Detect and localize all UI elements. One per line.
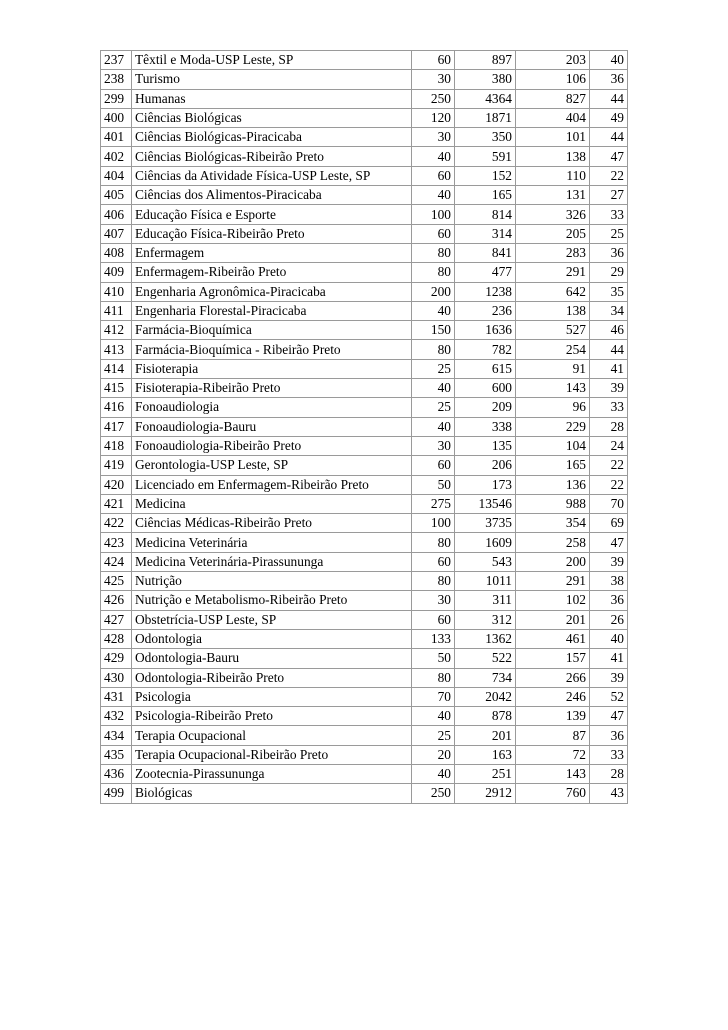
course-name-cell: Medicina Veterinária [132,533,412,552]
vagas-cell: 25 [412,398,455,417]
nota-cell: 41 [590,359,628,378]
vagas-cell: 80 [412,243,455,262]
vagas-cell: 80 [412,668,455,687]
table-row [101,436,628,455]
nota-cell: 47 [590,707,628,726]
inscritos-cell: 4364 [455,89,516,108]
table-row [101,572,628,591]
inscritos-cell: 878 [455,707,516,726]
course-code-cell: 421 [101,494,132,513]
course-code-cell: 431 [101,687,132,706]
convocados-cell: 110 [516,166,590,185]
nota-cell: 52 [590,687,628,706]
course-name-cell: Psicologia-Ribeirão Preto [132,707,412,726]
nota-cell: 39 [590,668,628,687]
inscritos-cell: 1238 [455,282,516,301]
inscritos-cell: 897 [455,51,516,70]
convocados-cell: 527 [516,321,590,340]
course-code-cell: 411 [101,301,132,320]
course-code-cell: 416 [101,398,132,417]
course-name-cell: Têxtil e Moda-USP Leste, SP [132,51,412,70]
table-row [101,514,628,533]
table-row [101,186,628,205]
course-name-cell: Medicina [132,494,412,513]
course-code-cell: 428 [101,629,132,648]
vagas-cell: 60 [412,51,455,70]
nota-cell: 44 [590,340,628,359]
course-code-cell: 400 [101,108,132,127]
nota-cell: 44 [590,89,628,108]
vagas-cell: 40 [412,707,455,726]
table-row [101,784,628,803]
inscritos-cell: 201 [455,726,516,745]
convocados-cell: 246 [516,687,590,706]
course-code-cell: 401 [101,128,132,147]
vagas-cell: 250 [412,89,455,108]
course-code-cell: 426 [101,591,132,610]
inscritos-cell: 380 [455,70,516,89]
vagas-cell: 200 [412,282,455,301]
vagas-cell: 120 [412,108,455,127]
course-name-cell: Fisioterapia-Ribeirão Preto [132,379,412,398]
course-name-cell: Fonoaudiologia-Ribeirão Preto [132,436,412,455]
inscritos-cell: 311 [455,591,516,610]
table-row [101,89,628,108]
table-row [101,764,628,783]
inscritos-cell: 165 [455,186,516,205]
course-code-cell: 417 [101,417,132,436]
nota-cell: 33 [590,398,628,417]
course-code-cell: 404 [101,166,132,185]
nota-cell: 41 [590,649,628,668]
table-row [101,263,628,282]
vagas-cell: 100 [412,205,455,224]
table-row [101,417,628,436]
nota-cell: 36 [590,726,628,745]
course-name-cell: Zootecnia-Pirassununga [132,764,412,783]
convocados-cell: 258 [516,533,590,552]
table-row [101,552,628,571]
convocados-cell: 138 [516,301,590,320]
inscritos-cell: 522 [455,649,516,668]
table-row [101,205,628,224]
table-row [101,456,628,475]
course-name-cell: Obstetrícia-USP Leste, SP [132,610,412,629]
nota-cell: 36 [590,70,628,89]
convocados-cell: 143 [516,379,590,398]
table-row [101,629,628,648]
table-row [101,707,628,726]
course-code-cell: 435 [101,745,132,764]
nota-cell: 33 [590,745,628,764]
vagas-cell: 40 [412,186,455,205]
course-name-cell: Farmácia-Bioquímica - Ribeirão Preto [132,340,412,359]
inscritos-cell: 1636 [455,321,516,340]
course-name-cell: Fisioterapia [132,359,412,378]
vagas-cell: 250 [412,784,455,803]
course-code-cell: 427 [101,610,132,629]
nota-cell: 29 [590,263,628,282]
course-code-cell: 405 [101,186,132,205]
nota-cell: 38 [590,572,628,591]
convocados-cell: 165 [516,456,590,475]
table-row [101,398,628,417]
course-code-cell: 436 [101,764,132,783]
course-code-cell: 406 [101,205,132,224]
course-table [100,50,628,804]
course-code-cell: 402 [101,147,132,166]
convocados-cell: 139 [516,707,590,726]
convocados-cell: 404 [516,108,590,127]
vagas-cell: 40 [412,417,455,436]
course-code-cell: 415 [101,379,132,398]
inscritos-cell: 206 [455,456,516,475]
course-name-cell: Fonoaudiologia [132,398,412,417]
inscritos-cell: 173 [455,475,516,494]
inscritos-cell: 13546 [455,494,516,513]
course-code-cell: 434 [101,726,132,745]
nota-cell: 49 [590,108,628,127]
table-row [101,668,628,687]
course-name-cell: Enfermagem-Ribeirão Preto [132,263,412,282]
convocados-cell: 101 [516,128,590,147]
course-name-cell: Farmácia-Bioquímica [132,321,412,340]
nota-cell: 47 [590,147,628,166]
course-code-cell: 237 [101,51,132,70]
inscritos-cell: 135 [455,436,516,455]
vagas-cell: 50 [412,475,455,494]
table-row [101,301,628,320]
course-name-cell: Odontologia [132,629,412,648]
course-code-cell: 432 [101,707,132,726]
inscritos-cell: 1609 [455,533,516,552]
inscritos-cell: 814 [455,205,516,224]
convocados-cell: 91 [516,359,590,378]
vagas-cell: 40 [412,764,455,783]
vagas-cell: 30 [412,591,455,610]
vagas-cell: 70 [412,687,455,706]
convocados-cell: 200 [516,552,590,571]
course-name-cell: Ciências Biológicas [132,108,412,127]
table-row [101,224,628,243]
convocados-cell: 229 [516,417,590,436]
course-name-cell: Odontologia-Bauru [132,649,412,668]
course-name-cell: Educação Física-Ribeirão Preto [132,224,412,243]
nota-cell: 27 [590,186,628,205]
inscritos-cell: 236 [455,301,516,320]
inscritos-cell: 600 [455,379,516,398]
table-row [101,379,628,398]
course-name-cell: Biológicas [132,784,412,803]
course-name-cell: Fonoaudiologia-Bauru [132,417,412,436]
convocados-cell: 201 [516,610,590,629]
inscritos-cell: 338 [455,417,516,436]
inscritos-cell: 152 [455,166,516,185]
vagas-cell: 30 [412,70,455,89]
convocados-cell: 827 [516,89,590,108]
convocados-cell: 102 [516,591,590,610]
convocados-cell: 461 [516,629,590,648]
inscritos-cell: 841 [455,243,516,262]
course-code-cell: 420 [101,475,132,494]
nota-cell: 47 [590,533,628,552]
nota-cell: 24 [590,436,628,455]
convocados-cell: 106 [516,70,590,89]
vagas-cell: 40 [412,379,455,398]
vagas-cell: 40 [412,147,455,166]
table-row [101,108,628,127]
vagas-cell: 80 [412,263,455,282]
nota-cell: 36 [590,591,628,610]
convocados-cell: 96 [516,398,590,417]
course-name-cell: Ciências Biológicas-Ribeirão Preto [132,147,412,166]
nota-cell: 35 [590,282,628,301]
inscritos-cell: 1871 [455,108,516,127]
inscritos-cell: 3735 [455,514,516,533]
convocados-cell: 642 [516,282,590,301]
course-code-cell: 418 [101,436,132,455]
inscritos-cell: 782 [455,340,516,359]
inscritos-cell: 314 [455,224,516,243]
convocados-cell: 143 [516,764,590,783]
course-table-body [101,51,628,804]
table-row [101,321,628,340]
vagas-cell: 80 [412,340,455,359]
course-name-cell: Ciências Médicas-Ribeirão Preto [132,514,412,533]
nota-cell: 25 [590,224,628,243]
convocados-cell: 291 [516,572,590,591]
course-name-cell: Gerontologia-USP Leste, SP [132,456,412,475]
course-name-cell: Turismo [132,70,412,89]
course-code-cell: 423 [101,533,132,552]
vagas-cell: 275 [412,494,455,513]
nota-cell: 70 [590,494,628,513]
inscritos-cell: 312 [455,610,516,629]
convocados-cell: 266 [516,668,590,687]
vagas-cell: 40 [412,301,455,320]
nota-cell: 36 [590,243,628,262]
course-code-cell: 407 [101,224,132,243]
nota-cell: 22 [590,456,628,475]
nota-cell: 40 [590,51,628,70]
vagas-cell: 60 [412,610,455,629]
nota-cell: 46 [590,321,628,340]
convocados-cell: 760 [516,784,590,803]
course-name-cell: Ciências da Atividade Física-USP Leste, SP [132,166,412,185]
course-name-cell: Terapia Ocupacional-Ribeirão Preto [132,745,412,764]
course-name-cell: Odontologia-Ribeirão Preto [132,668,412,687]
nota-cell: 28 [590,764,628,783]
course-name-cell: Psicologia [132,687,412,706]
vagas-cell: 60 [412,552,455,571]
inscritos-cell: 615 [455,359,516,378]
convocados-cell: 354 [516,514,590,533]
convocados-cell: 988 [516,494,590,513]
table-row [101,70,628,89]
course-name-cell: Nutrição [132,572,412,591]
inscritos-cell: 350 [455,128,516,147]
convocados-cell: 291 [516,263,590,282]
nota-cell: 40 [590,629,628,648]
inscritos-cell: 2042 [455,687,516,706]
course-code-cell: 429 [101,649,132,668]
nota-cell: 39 [590,552,628,571]
course-name-cell: Engenharia Florestal-Piracicaba [132,301,412,320]
nota-cell: 69 [590,514,628,533]
nota-cell: 22 [590,475,628,494]
table-row [101,726,628,745]
vagas-cell: 20 [412,745,455,764]
course-code-cell: 425 [101,572,132,591]
table-row [101,340,628,359]
convocados-cell: 87 [516,726,590,745]
nota-cell: 44 [590,128,628,147]
vagas-cell: 80 [412,572,455,591]
course-code-cell: 413 [101,340,132,359]
table-row [101,533,628,552]
table-row [101,166,628,185]
table-row [101,745,628,764]
inscritos-cell: 209 [455,398,516,417]
course-name-cell: Enfermagem [132,243,412,262]
convocados-cell: 131 [516,186,590,205]
table-row [101,475,628,494]
course-code-cell: 299 [101,89,132,108]
course-code-cell: 419 [101,456,132,475]
course-name-cell: Educação Física e Esporte [132,205,412,224]
inscritos-cell: 2912 [455,784,516,803]
nota-cell: 43 [590,784,628,803]
convocados-cell: 205 [516,224,590,243]
table-row [101,243,628,262]
table-row [101,147,628,166]
vagas-cell: 100 [412,514,455,533]
nota-cell: 33 [590,205,628,224]
nota-cell: 28 [590,417,628,436]
table-row [101,494,628,513]
convocados-cell: 104 [516,436,590,455]
vagas-cell: 133 [412,629,455,648]
inscritos-cell: 163 [455,745,516,764]
convocados-cell: 157 [516,649,590,668]
vagas-cell: 25 [412,359,455,378]
course-name-cell: Licenciado em Enfermagem-Ribeirão Preto [132,475,412,494]
convocados-cell: 203 [516,51,590,70]
nota-cell: 34 [590,301,628,320]
inscritos-cell: 543 [455,552,516,571]
inscritos-cell: 591 [455,147,516,166]
table-row [101,687,628,706]
table-row [101,128,628,147]
inscritos-cell: 477 [455,263,516,282]
vagas-cell: 150 [412,321,455,340]
table-row [101,591,628,610]
course-code-cell: 424 [101,552,132,571]
table-row [101,282,628,301]
table-row [101,359,628,378]
course-code-cell: 408 [101,243,132,262]
nota-cell: 39 [590,379,628,398]
vagas-cell: 25 [412,726,455,745]
course-name-cell: Engenharia Agronômica-Piracicaba [132,282,412,301]
course-code-cell: 409 [101,263,132,282]
course-code-cell: 422 [101,514,132,533]
convocados-cell: 254 [516,340,590,359]
vagas-cell: 60 [412,456,455,475]
course-code-cell: 412 [101,321,132,340]
course-name-cell: Ciências dos Alimentos-Piracicaba [132,186,412,205]
course-code-cell: 238 [101,70,132,89]
table-row [101,649,628,668]
course-code-cell: 499 [101,784,132,803]
table-row [101,51,628,70]
inscritos-cell: 1362 [455,629,516,648]
vagas-cell: 30 [412,128,455,147]
course-code-cell: 410 [101,282,132,301]
convocados-cell: 136 [516,475,590,494]
course-name-cell: Medicina Veterinária-Pirassununga [132,552,412,571]
course-code-cell: 430 [101,668,132,687]
convocados-cell: 283 [516,243,590,262]
convocados-cell: 138 [516,147,590,166]
nota-cell: 26 [590,610,628,629]
vagas-cell: 60 [412,224,455,243]
table-row [101,610,628,629]
course-name-cell: Nutrição e Metabolismo-Ribeirão Preto [132,591,412,610]
course-name-cell: Humanas [132,89,412,108]
convocados-cell: 326 [516,205,590,224]
vagas-cell: 50 [412,649,455,668]
vagas-cell: 60 [412,166,455,185]
course-name-cell: Terapia Ocupacional [132,726,412,745]
inscritos-cell: 734 [455,668,516,687]
convocados-cell: 72 [516,745,590,764]
nota-cell: 22 [590,166,628,185]
vagas-cell: 80 [412,533,455,552]
course-code-cell: 414 [101,359,132,378]
course-name-cell: Ciências Biológicas-Piracicaba [132,128,412,147]
inscritos-cell: 251 [455,764,516,783]
inscritos-cell: 1011 [455,572,516,591]
vagas-cell: 30 [412,436,455,455]
